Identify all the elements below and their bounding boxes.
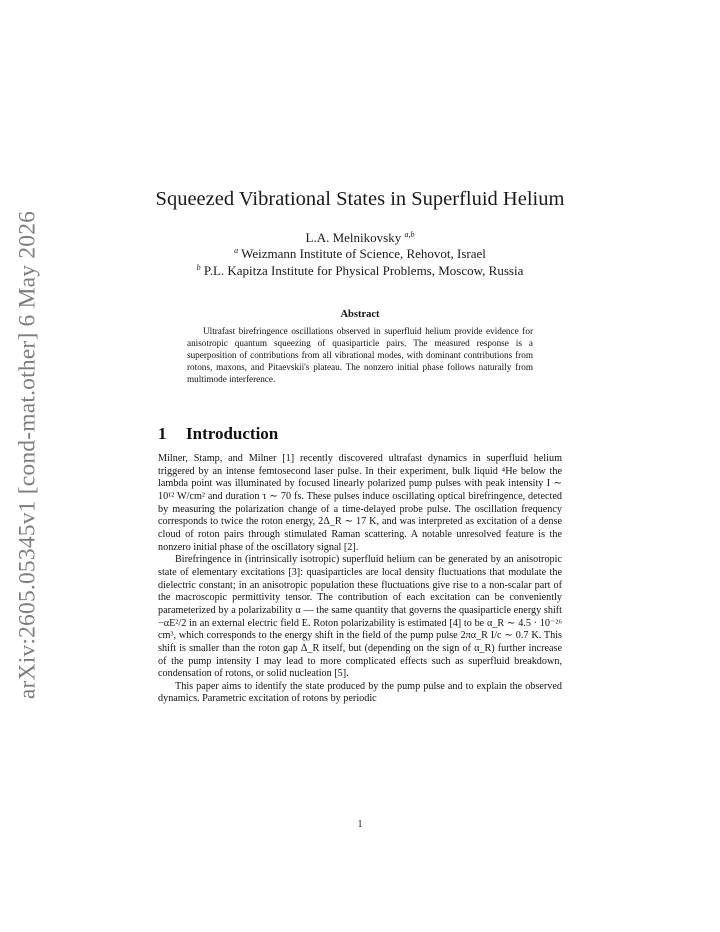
affiliation-a	[0, 246, 720, 262]
paper-title: Squeezed Vibrational States in Superfluid Helium	[155, 188, 565, 210]
affiliation-text: P.L. Kapitza Institute for Physical Problems, Moscow, Russia	[203, 263, 524, 278]
affiliation-b	[0, 263, 720, 279]
section-heading	[158, 424, 278, 444]
abstract-text: Ultrafast birefringence oscillations observed in superfluid helium provide evidence for anisotropic quantum squeezing of quasiparticle pairs. The measured response is a superposition of contributions from all vibrational modes, with dominant contributions from rotons, maxons, and Pitaevskii's plateau. The nonzero initial phase follows naturally from multimode interference.	[187, 326, 533, 385]
affiliation-text: Weizmann Institute of Science, Rehovot, Israel	[241, 246, 486, 261]
paragraph: This paper aims to identify the state produced by the pump pulse and to explain the observed dynamics. Parametric excitation of rotons by periodic	[158, 680, 562, 705]
paragraph: Birefringence in (intrinsically isotropic) superfluid helium can be generated by an anisotropic state of elementary excitations [3]: quasiparticles are local density fluctuations that modulate the dielectric constant; in an anisotropic population these fluctuations give rise to a non-scalar part of the macroscopic permittivity tensor. The contribution of each excitation can be conveniently parameterized by a polarizability α — the same quantity that governs the quasiparticle energy shift −αE²/2 in an external electric field E. Roton polarizability is estimated [4] to be α_R ∼ 4.5 · 10⁻²⁶ cm³, which corresponds to the energy shift in the field of the pump pulse 2πα_R I/c ∼ 0.7 K. This shift is smaller than the roton gap Δ_R itself, but (depending on the sign of α_R) further increase of the pump intensity I may lead to more complicated effects such as superfluid breakdown, condensation of rotons, or solid nucleation [5].	[158, 554, 562, 680]
section-number: 1	[158, 424, 167, 443]
affiliation-mark: a	[234, 246, 239, 255]
paragraph: Milner, Stamp, and Milner [1] recently discovered ultrafast dynamics in superfluid helium triggered by an intense femtosecond laser pulse. In their experiment, bulk liquid ⁴He below the lambda point was illuminated by focused linearly polarized pump pulses with peak intensity I ∼ 10¹² W/cm² and duration τ ∼ 70 fs. These pulses induce oscillating optical birefringence, detected by measuring the polarization change of a time-delayed probe pulse. The oscillation frequency corresponds to twice the roton energy, 2Δ_R ∼ 17 K, and was interpreted as excitation of a dense cloud of roton pairs through stimulated Raman scattering. A notable unresolved feature is the nonzero initial phase of the oscillatory signal [2].	[158, 453, 562, 553]
arxiv-sidebar	[8, 210, 48, 700]
author-name: L.A. Melnikovsky	[305, 230, 402, 245]
author-affiliation-marks: a,b	[404, 230, 415, 239]
section-title: Introduction	[186, 424, 279, 443]
body-text	[158, 453, 562, 706]
author	[0, 230, 720, 246]
arxiv-identifier: arXiv:2605.05345v1 [cond-mat.other] 6 May 2026	[14, 210, 41, 700]
affiliation-mark: b	[196, 263, 201, 272]
abstract-heading: Abstract	[340, 309, 380, 320]
page-number: 1	[357, 819, 363, 830]
